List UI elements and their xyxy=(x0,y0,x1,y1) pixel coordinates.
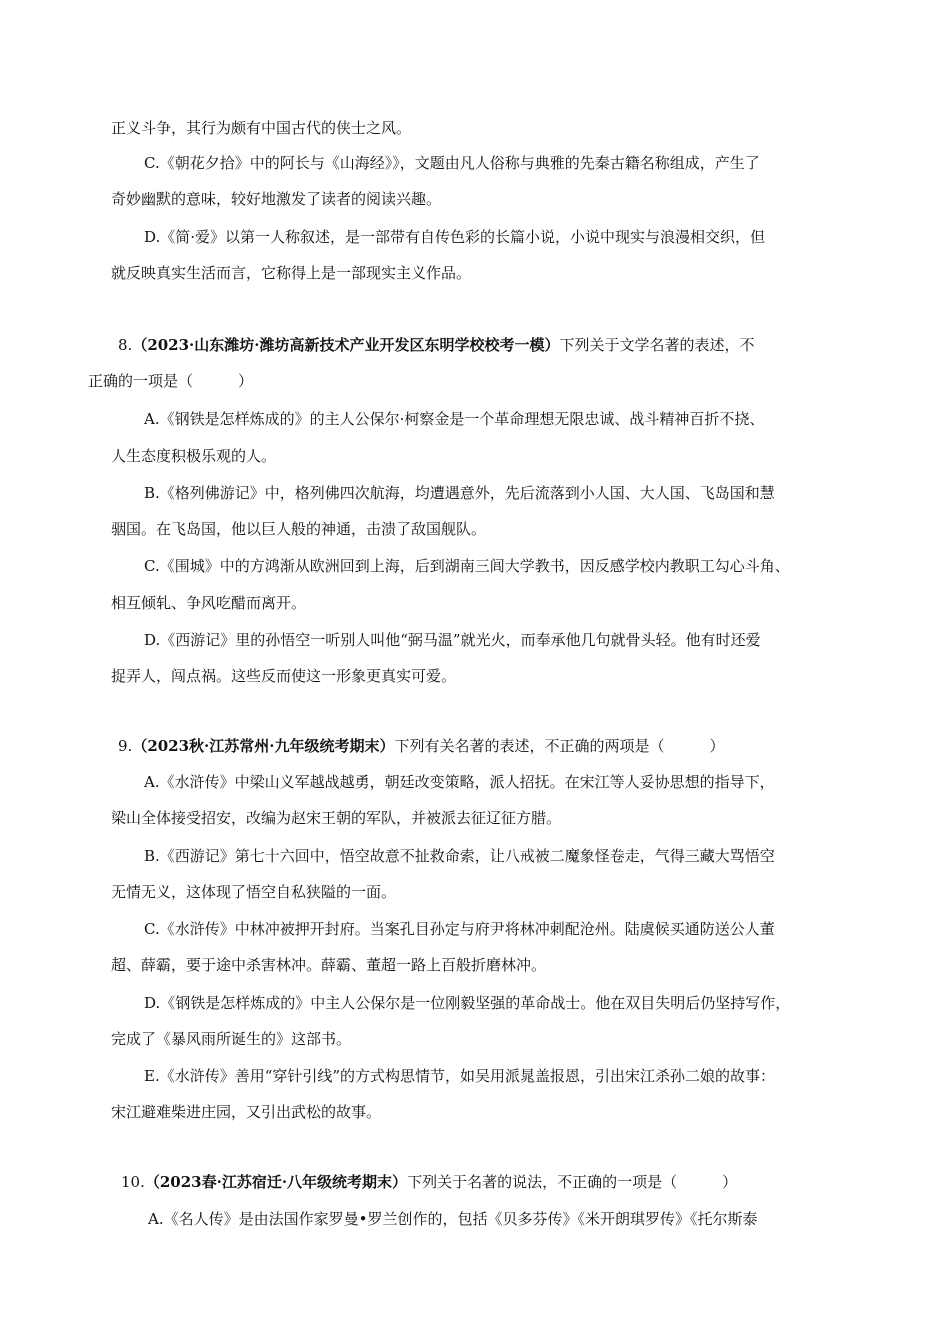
option-letter: A. xyxy=(144,410,160,428)
q9-option-a-line2: 梁山全体接受招安，改编为赵宋王朝的军队，并被派去征辽征方腊。 xyxy=(111,809,562,827)
option-letter: D. xyxy=(144,994,161,1012)
question-number: 9. xyxy=(118,737,133,755)
option-letter: A. xyxy=(148,1210,164,1228)
q9-option-a-line1 xyxy=(144,772,775,792)
q9-option-c-line1 xyxy=(144,919,775,939)
q9-option-b-line2: 无情无义，这体现了悟空自私狭隘的一面。 xyxy=(111,883,397,901)
q9-option-c-line2: 超、薛霸，要于途中杀害林冲。薛霸、董超一路上百般折磨林冲。 xyxy=(111,956,547,974)
option-letter: C. xyxy=(144,154,160,172)
prev-option-c-line1 xyxy=(144,153,760,173)
option-letter: C. xyxy=(144,920,160,938)
option-text: 《水浒传》中梁山义军越战越勇，朝廷改变策略，派人招抚。在宋江等人妥协思想的指导下， xyxy=(159,773,775,791)
option-text: 《西游记》第七十六回中，悟空故意不扯救命索，让八戒被二魔象怪卷走，气得三藏大骂悟空 xyxy=(159,847,775,865)
question-source: （2023·山东潍坊·潍坊高新技术产业开发区东明学校校考一模） xyxy=(132,336,560,354)
q9-option-d-line2: 完成了《暴风雨所诞生的》这部书。 xyxy=(111,1030,352,1048)
option-text: 《钢铁是怎样炼成的》的主人公保尔·柯察金是一个革命理想无限忠诚、战斗精神百折不挠、 xyxy=(159,410,765,428)
q8-option-c-line2: 相互倾轧、争风吃醋而离开。 xyxy=(111,594,307,612)
option-letter: D. xyxy=(144,228,161,246)
prev-option-d-line2: 就反映真实生活而言，它称得上是一部现实主义作品。 xyxy=(111,264,472,282)
option-text: 《钢铁是怎样炼成的》中主人公保尔是一位刚毅坚强的革命战士。他在双目失明后仍坚持写作， xyxy=(160,994,791,1012)
q8-option-b-line1 xyxy=(144,483,775,503)
question-stem-text: 下列关于名著的说法，不正确的一项是（ ） xyxy=(407,1173,738,1191)
q9-option-b-line1 xyxy=(144,846,775,866)
q9-option-d-line1 xyxy=(144,993,790,1013)
option-letter: B. xyxy=(144,847,160,865)
q10-option-a-line1 xyxy=(148,1209,757,1229)
option-text: 《西游记》里的孙悟空一听别人叫他“弼马温”就光火，而奉承他几句就骨头轻。他有时还爱 xyxy=(160,631,761,649)
question-stem-text: 下列有关名著的表述，不正确的两项是（ ） xyxy=(394,737,725,755)
option-text: 《水浒传》善用“穿针引线”的方式构思情节，如吴用派晁盖报恩，引出宋江杀孙二娘的故事： xyxy=(159,1067,776,1085)
q9-option-e-line1 xyxy=(144,1066,775,1086)
option-text: 《简·爱》以第一人称叙述，是一部带有自传色彩的长篇小说，小说中现实与浪漫相交织，但 xyxy=(160,228,766,246)
q8-option-b-line2: 骃国。在飞岛国，他以巨人般的神通，击溃了敌国舰队。 xyxy=(111,520,487,538)
option-letter: C. xyxy=(144,557,160,575)
question-number: 10. xyxy=(121,1173,145,1191)
prev-option-d-line1 xyxy=(144,227,765,247)
q9-option-e-line2: 宋江避难柴进庄园，又引出武松的故事。 xyxy=(111,1103,382,1121)
option-letter: A. xyxy=(144,773,160,791)
option-text: 《朝花夕拾》中的阿长与《山海经》》，文题由凡人俗称与典雅的先秦古籍名称组成，产生了 xyxy=(159,154,760,172)
option-letter: B. xyxy=(144,484,160,502)
question-9-stem xyxy=(118,736,725,756)
question-source: （2023春·江苏宿迁·八年级统考期末） xyxy=(144,1173,408,1191)
option-text: 《格列佛游记》中，格列佛四次航海，均遭遇意外，先后流落到小人国、大人国、飞岛国和慧 xyxy=(159,484,775,502)
prev-question-continuation: 正义斗争，其行为颇有中国古代的侠士之风。 xyxy=(111,119,412,137)
option-text: 《围城》中的方鸿渐从欧洲回到上海，后到湖南三闾大学教书，因反感学校内教职工勾心斗角、 xyxy=(159,557,790,575)
prev-option-c-line2: 奇妙幽默的意味，较好地激发了读者的阅读兴趣。 xyxy=(111,190,442,208)
question-source: （2023秋·江苏常州·九年级统考期末） xyxy=(132,737,395,755)
q8-option-d-line1 xyxy=(144,630,761,650)
question-8-stem xyxy=(118,335,755,355)
q8-option-a-line2: 人生态度积极乐观的人。 xyxy=(111,447,277,465)
q8-option-c-line1 xyxy=(144,556,790,576)
question-stem-text: 下列关于文学名著的表述，不 xyxy=(559,336,755,354)
q8-option-d-line2: 捉弄人，闯点祸。这些反而使这一形象更真实可爱。 xyxy=(111,667,457,685)
q8-option-a-line1 xyxy=(144,409,764,429)
option-text: 《名人传》是由法国作家罗曼•罗兰创作的，包括《贝多芬传》《米开朗琪罗传》《托尔斯泰 xyxy=(163,1210,758,1228)
option-letter: E. xyxy=(144,1067,160,1085)
option-letter: D. xyxy=(144,631,161,649)
question-8-stem-line2: 正确的一项是（ ） xyxy=(88,372,254,390)
option-text: 《水浒传》中林冲被押开封府。当案孔目孙定与府尹将林冲刺配沧州。陆虞候买通防送公人董 xyxy=(159,920,775,938)
question-10-stem xyxy=(121,1172,737,1192)
question-number: 8. xyxy=(118,336,133,354)
